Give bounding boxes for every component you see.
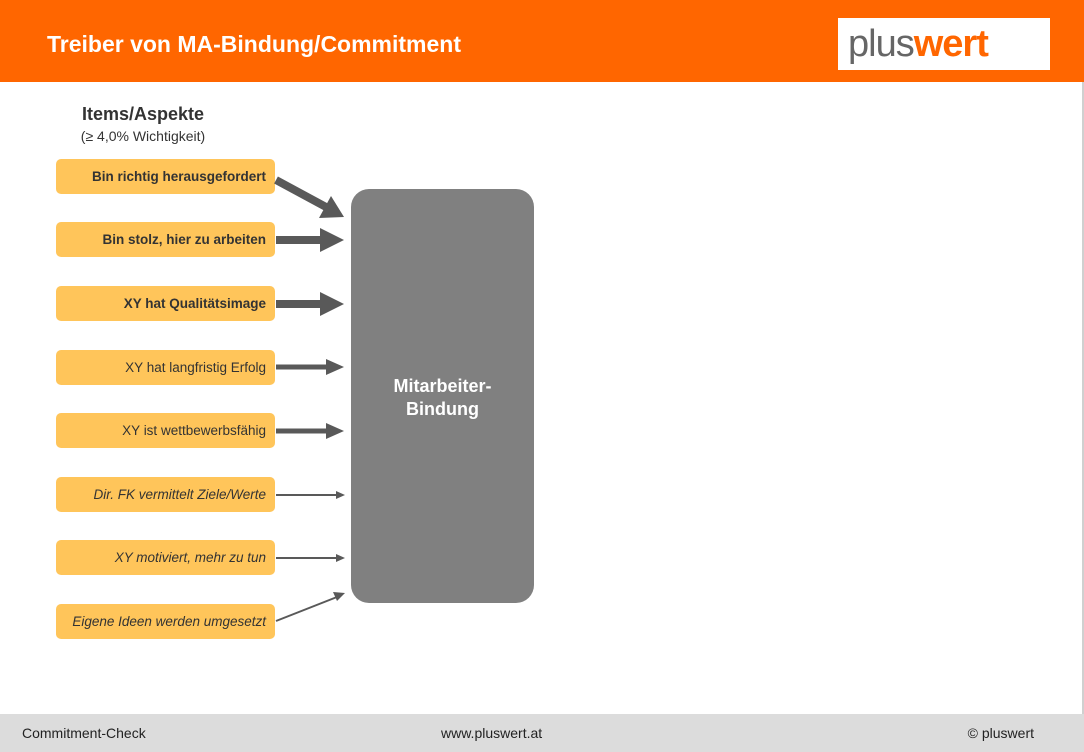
arrow-7 xyxy=(276,554,345,562)
arrow-6 xyxy=(276,491,345,499)
target-label-line2: Bindung xyxy=(406,399,479,419)
driver-item-8: Eigene Ideen werden umgesetzt xyxy=(56,604,275,639)
items-column-subtitle: (≥ 4,0% Wichtigkeit) xyxy=(80,128,206,144)
arrow-5 xyxy=(276,423,344,439)
footer-bar xyxy=(0,714,1084,752)
page-title: Treiber von MA-Bindung/Commitment xyxy=(47,31,461,57)
driver-item-6: Dir. FK vermittelt Ziele/Werte xyxy=(56,477,275,512)
arrow-8 xyxy=(276,592,345,621)
mitarbeiter-bindung-label xyxy=(351,375,534,421)
driver-item-5: XY ist wettbewerbsfähig xyxy=(56,413,275,448)
arrow-2 xyxy=(276,228,344,252)
footer-left-text: Commitment-Check xyxy=(22,725,146,741)
items-column-title: Items/Aspekte xyxy=(81,104,205,124)
arrow-4 xyxy=(276,359,344,375)
driver-item-1: Bin richtig herausgefordert xyxy=(56,159,275,194)
driver-item-7: XY motiviert, mehr zu tun xyxy=(56,540,275,575)
logo-part-wert: wert xyxy=(913,23,988,65)
mitarbeiter-bindung-box xyxy=(351,189,534,603)
driver-item-3: XY hat Qualitätsimage xyxy=(56,286,275,321)
driver-item-4: XY hat langfristig Erfolg xyxy=(56,350,275,385)
target-label-line1: Mitarbeiter- xyxy=(393,376,492,396)
arrow-3 xyxy=(276,292,344,316)
driver-item-2: Bin stolz, hier zu arbeiten xyxy=(56,222,275,257)
footer-website: www.pluswert.at xyxy=(441,725,543,741)
arrow-1 xyxy=(276,180,344,218)
logo-part-plus: plus xyxy=(848,23,914,65)
footer-copyright: © pluswert xyxy=(967,725,1034,741)
